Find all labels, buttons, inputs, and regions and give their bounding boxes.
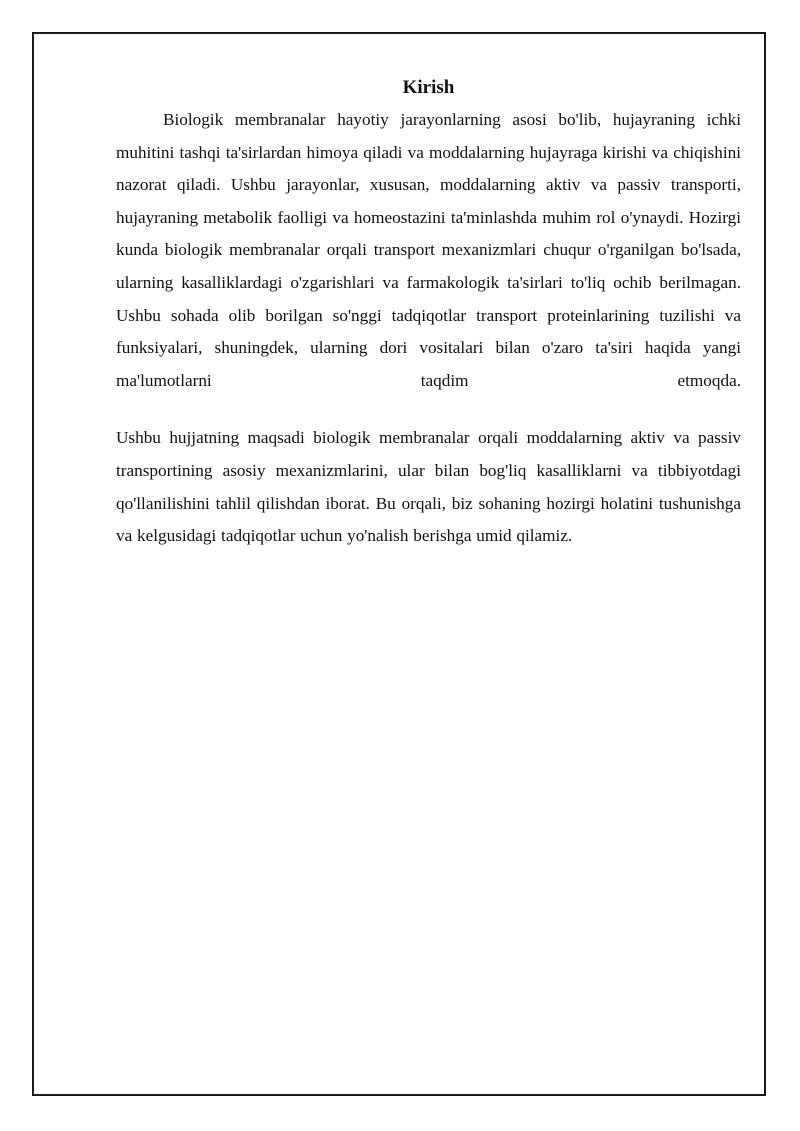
section-heading: Kirish xyxy=(402,77,455,98)
paragraph-intro: Biologik membranalar hayotiy jarayonlarning asosi bo'lib, hujayraning ichki muhitini tashqi ta'sirlardan himoya qiladi va moddalarning hujayraga kirishi va chiqishini nazorat qiladi. Ushbu jarayonlar, xususan, moddalarning aktiv va passiv transporti, hujayraning metabolik faolligi va homeostazini ta'minlashda muhim rol o'ynaydi. Hozirgi kunda biologik membranalar orqali transport mexanizmlari chuqur o'rganilgan bo'lsada, ularning kasalliklardagi o'zgarishlari va farmakologik ta'sirlari to'liq ochib berilmagan. Ushbu sohada olib borilgan so'nggi tadqiqotlar transport proteinlarining tuzilishi va funksiyalari, shuningdek, ularning dori vositalari bilan o'zaro ta'siri haqida yangi ma'lumotlarni taqdim etmoqda. xyxy=(116,110,741,390)
paragraph-purpose: Ushbu hujjatning maqsadi biologik membranalar orqali moddalarning aktiv va passiv transportining asosiy mexanizmlarini, ular bilan bog'liq kasalliklarni va tibbiyotdagi qo'llanilishini tahlil qilishdan iborat. Bu orqali, biz sohaning hozirgi holatini tushunishga va kelgusidagi tadqiqotlar uchun yo'nalish berishga umid qilamiz. xyxy=(116,428,741,546)
document-body xyxy=(116,74,741,553)
